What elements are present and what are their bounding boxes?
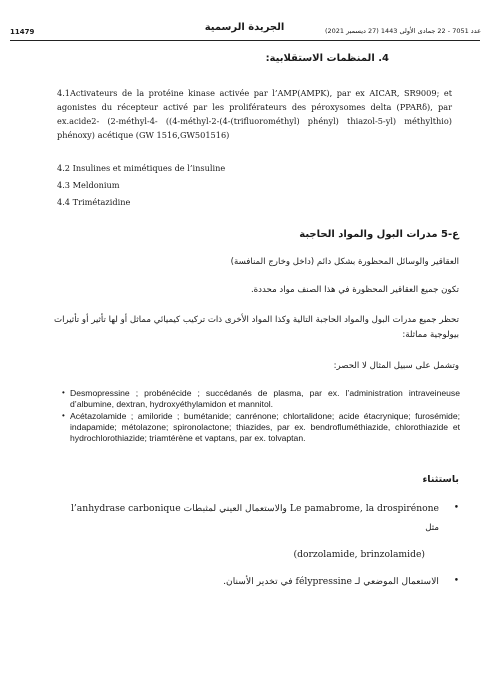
paragraph-prohibition-scope: تحظر جميع مدرات البول والمواد الحاجبة التالية وكذا المواد الأخرى ذات تركيب كيميائي مماثل أو لها تأثير أو تأثيرات بيولوجية مماثلة:	[53, 315, 459, 340]
item-4-4: 4.4 Trimétazidine	[57, 197, 131, 207]
item-4-3: 4.3 Meldonium	[57, 180, 120, 190]
page-number: 11479	[10, 28, 35, 36]
list-item	[60, 411, 460, 444]
section-4-heading: 4. المنظمات الاستقلابية:	[265, 53, 389, 64]
bullet-icon: •	[62, 388, 65, 397]
bullet-icon: •	[453, 503, 459, 513]
bullet-icon: •	[453, 576, 459, 586]
substance-list	[60, 388, 460, 445]
list-item-text: Desmopressine ; probénécide ; succédanés de plasma, par ex. l’administration intraveineuse d’albumine, dextran, hydroxyéthylamidon et mannitol.	[70, 388, 460, 409]
list-item-text: Acétazolamide ; amiloride ; bumétanide; canrénone; chlortalidone; acide étacrynique; furosémide; indapamide; métolazone; spironolactone; thiazides, par ex. bendrofluméthiazide, chlorothiazide et hydrochlorothiazide; triamtérène et vaptans, par ex. tolvaptan.	[70, 411, 460, 443]
paragraph-including: وتشمل على سبيل المثال لا الحصر:	[333, 361, 459, 371]
section-5-heading: ع-5 مدرات البول والمواد الحاجبة	[299, 229, 459, 240]
exception-1-line-1: l’anhydrase carbonique والاستعمال العيني لمثبطات Le pamabrome, la drospirénone	[70, 503, 439, 514]
header-divider	[10, 40, 480, 41]
exceptions-heading: باستثناء	[422, 474, 459, 485]
item-4-1: 4.1Activateurs de la protéine kinase activée par l’AMP(AMPK), par ex AICAR, SR9009; et agonistes du récepteur activé par les proliférateurs des péroxysomes delta (PPARδ), par ex.acide2- (2-méthyl-4- ((4-méthyl-2-(4-(trifluorométhyl) phényl) thiazol-5-yl) méthylthio) phénoxy) acétique (GW 1516,GW501516)	[57, 88, 452, 140]
exception-1-line-2: مثل	[425, 523, 439, 533]
item-4-2: 4.2 Insulines et mimétiques de l’insuline	[57, 163, 226, 173]
paragraph-specified-substances: تكون جميع العقاقير المحظورة في هذا الصنف مواد محددة.	[250, 285, 459, 295]
exception-1-line-3: (dorzolamide, brinzolamide)	[293, 549, 425, 560]
bullet-icon: •	[62, 411, 65, 420]
journal-title: الجريدة الرسمية	[204, 22, 285, 33]
list-item	[60, 388, 460, 410]
paragraph-prohibited-always: العقاقير والوسائل المحظورة بشكل دائم (داخل وخارج المنافسة)	[230, 257, 459, 267]
exception-2: الاستعمال الموضعي لـ félypressine في تخدير الأسنان.	[223, 576, 439, 587]
issue-info: عدد 7051 - 22 جمادى الأولى 1443 (27 ديسمبر 2021)	[324, 27, 481, 35]
